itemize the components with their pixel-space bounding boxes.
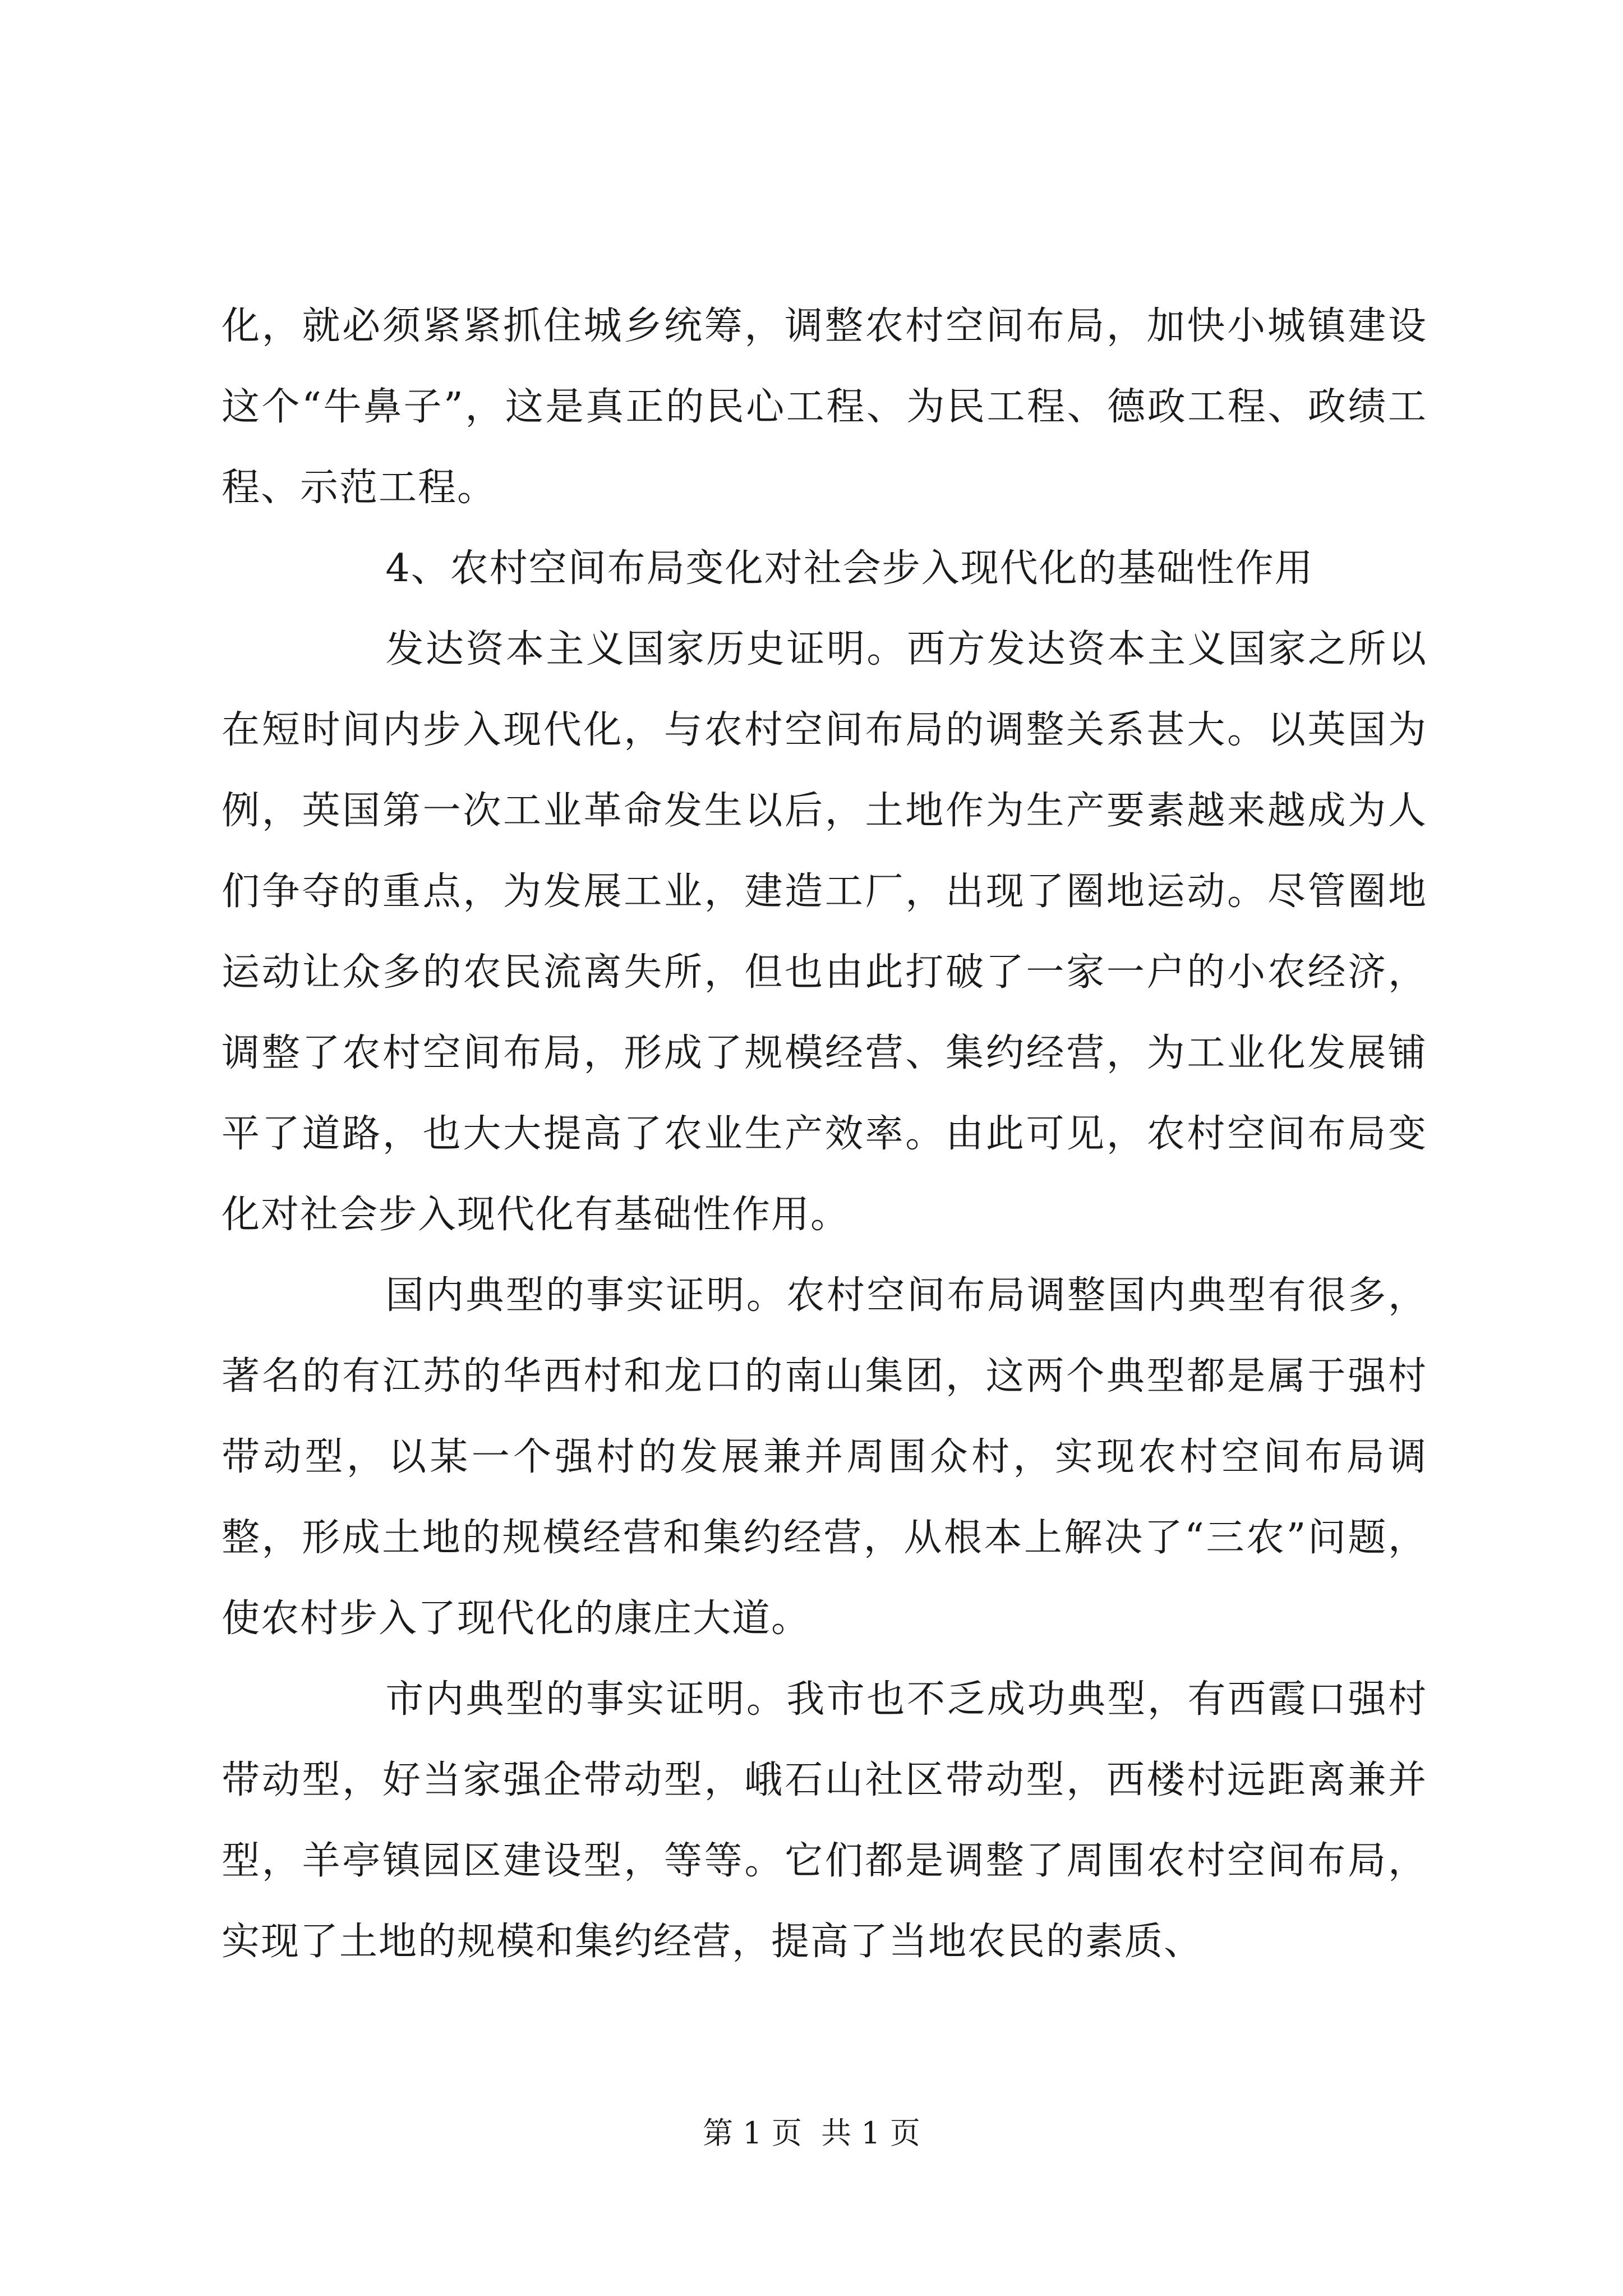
paragraph-city-examples: 市内典型的事实证明。我市也不乏成功典型，有西霞口强村带动型，好当家强企带动型，峨石山社区带动型，西楼村远距离兼并型，羊亭镇园区建设型，等等。它们都是调整了周围农村空间布局，实现了土地的规模和集约经营，提高了当地农民的素质、 [222, 1677, 1427, 1964]
document-body [222, 286, 1427, 1982]
paragraph-domestic-examples: 国内典型的事实证明。农村空间布局调整国内典型有很多，著名的有江苏的华西村和龙口的南山集团，这两个典型都是属于强村带动型，以某一个强村的发展兼并周围众村，实现农村空间布局调整，形成土地的规模经营和集约经营，从根本上解决了“三农”问题，使农村步入了现代化的康庄大道。 [222, 1273, 1427, 1641]
page-number-footer [0, 2109, 1623, 2152]
paragraph-continued: 化，就必须紧紧抓住城乡统筹，调整农村空间布局，加快小城镇建设这个“牛鼻子”，这是真正的民心工程、为民工程、德政工程、政绩工程、示范工程。 [222, 304, 1427, 510]
page-number-label: 第 1 页 共 1 页 [703, 2115, 920, 2151]
paragraph-developed-countries: 发达资本主义国家历史证明。西方发达资本主义国家之所以在短时间内步入现代化，与农村空间布局的调整关系甚大。以英国为例，英国第一次工业革命发生以后，土地作为生产要素越来越成为人们争夺的重点，为发展工业，建造工厂，出现了圈地运动。尽管圈地运动让众多的农民流离失所，但也由此打破了一家一户的小农经济，调整了农村空间布局，形成了规模经营、集约经营，为工业化发展铺平了道路，也大大提高了农业生产效率。由此可见，农村空间布局变化对社会步入现代化有基础性作用。 [222, 627, 1427, 1237]
section-heading: 4、农村空间布局变化对社会步入现代化的基础性作用 [385, 546, 1314, 591]
